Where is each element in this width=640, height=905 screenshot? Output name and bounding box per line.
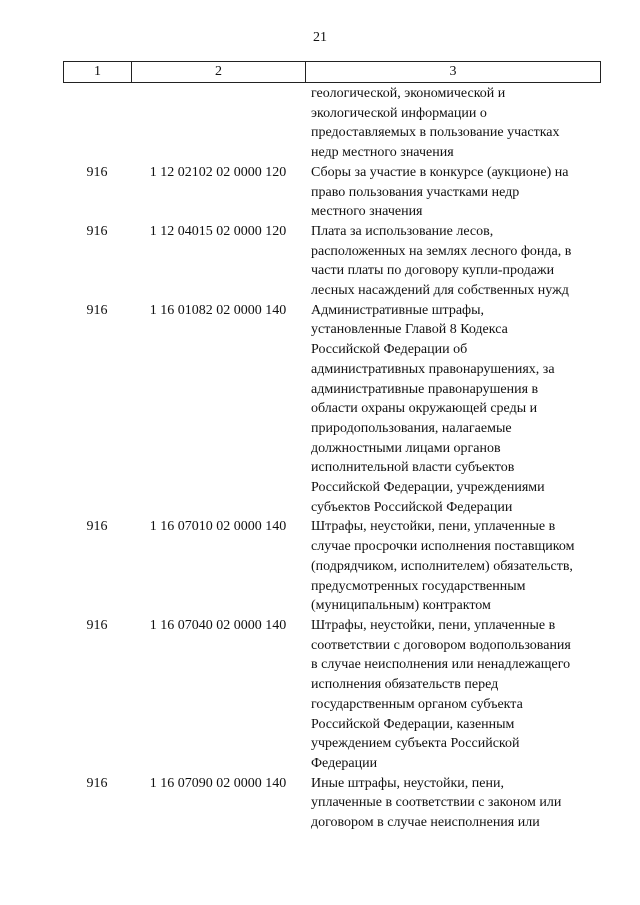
description-line: исполнения обязательств перед xyxy=(311,677,499,693)
description-line: предусмотренных государственным xyxy=(311,578,526,594)
description-line: Российской Федерации, казенным xyxy=(311,716,515,732)
description-line: в случае неисполнения или ненадлежащего xyxy=(311,657,571,673)
table-row xyxy=(63,222,601,301)
table-row xyxy=(63,616,601,774)
description-line: области охраны окружающей среды и xyxy=(311,401,538,417)
table-header xyxy=(63,61,601,83)
description-line: предоставляемых в пользование участках xyxy=(311,125,560,141)
budget-code-cell: 1 12 04015 02 0000 120 xyxy=(149,223,287,239)
admin-code-cell: 916 xyxy=(86,519,108,535)
description-line: лесных насаждений для собственных нужд xyxy=(311,283,569,299)
description-line: должностными лицами органов xyxy=(311,440,501,456)
description-line: природопользования, налагаемые xyxy=(311,420,512,436)
description-line: Штрафы, неустойки, пени, уплаченные в xyxy=(311,519,556,535)
description-line: соответствии с договором водопользования xyxy=(311,637,571,653)
header-cell-1: 1 xyxy=(64,62,132,82)
description-cell xyxy=(305,616,601,774)
description-line: административных правонарушениях, за xyxy=(311,361,555,377)
page-number: 21 xyxy=(313,30,327,45)
description-line: договором в случае неисполнения или xyxy=(311,815,540,831)
description-line: недр местного значения xyxy=(311,145,454,161)
description-line: право пользования участками недр xyxy=(311,184,520,200)
description-line: учреждением субъекта Российской xyxy=(311,736,520,752)
description-line: Российской Федерации, учреждениями xyxy=(311,480,545,496)
description-cell xyxy=(305,84,601,163)
description-line: государственным органом субъекта xyxy=(311,696,523,712)
table-row xyxy=(63,301,601,518)
description-line: исполнительной власти субъектов xyxy=(311,460,515,476)
description-cell xyxy=(305,301,601,518)
description-line: Сборы за участие в конкурсе (аукционе) на xyxy=(311,164,569,180)
description-line: установленные Главой 8 Кодекса xyxy=(311,322,508,338)
description-line: (муниципальным) контрактом xyxy=(311,598,491,614)
budget-code-cell: 1 16 01082 02 0000 140 xyxy=(149,302,287,318)
description-cell xyxy=(305,163,601,222)
table-row xyxy=(63,84,601,163)
description-line: Административные штрафы, xyxy=(311,302,485,318)
description-line: Плата за использование лесов, xyxy=(311,223,494,239)
admin-code-cell: 916 xyxy=(86,223,108,239)
budget-code-cell: 1 12 02102 02 0000 120 xyxy=(149,164,287,180)
description-line: Российской Федерации об xyxy=(311,342,468,358)
description-cell xyxy=(305,774,601,833)
description-cell xyxy=(305,222,601,301)
description-line: (подрядчиком, исполнителем) обязательств, xyxy=(311,558,573,574)
description-line: Федерации xyxy=(311,755,378,771)
description-line: Штрафы, неустойки, пени, уплаченные в xyxy=(311,617,556,633)
table-row xyxy=(63,163,601,222)
description-line: субъектов Российской Федерации xyxy=(311,499,513,515)
header-cell-2: 2 xyxy=(132,62,306,82)
admin-code-cell: 916 xyxy=(86,775,108,791)
description-cell xyxy=(305,517,601,616)
budget-code-cell: 1 16 07040 02 0000 140 xyxy=(149,617,287,633)
description-line: уплаченные в соответствии с законом или xyxy=(311,795,562,811)
budget-code-cell: 1 16 07090 02 0000 140 xyxy=(149,775,287,791)
description-line: экологической информации о xyxy=(311,105,487,121)
table-row xyxy=(63,774,601,833)
description-line: Иные штрафы, неустойки, пени, xyxy=(311,775,504,791)
description-line: административные правонарушения в xyxy=(311,381,539,397)
description-line: местного значения xyxy=(311,204,423,220)
admin-code-cell: 916 xyxy=(86,164,108,180)
description-line: случае просрочки исполнения поставщиком xyxy=(311,539,575,555)
header-cell-3: 3 xyxy=(449,64,457,79)
budget-code-cell: 1 16 07010 02 0000 140 xyxy=(149,519,287,535)
table-row xyxy=(63,517,601,616)
description-line: геологической, экономической и xyxy=(311,86,506,101)
description-line: расположенных на землях лесного фонда, в xyxy=(311,243,572,259)
description-line: части платы по договору купли-продажи xyxy=(311,263,555,279)
table-body xyxy=(63,84,601,833)
admin-code-cell: 916 xyxy=(86,617,108,633)
admin-code-cell: 916 xyxy=(86,302,108,318)
